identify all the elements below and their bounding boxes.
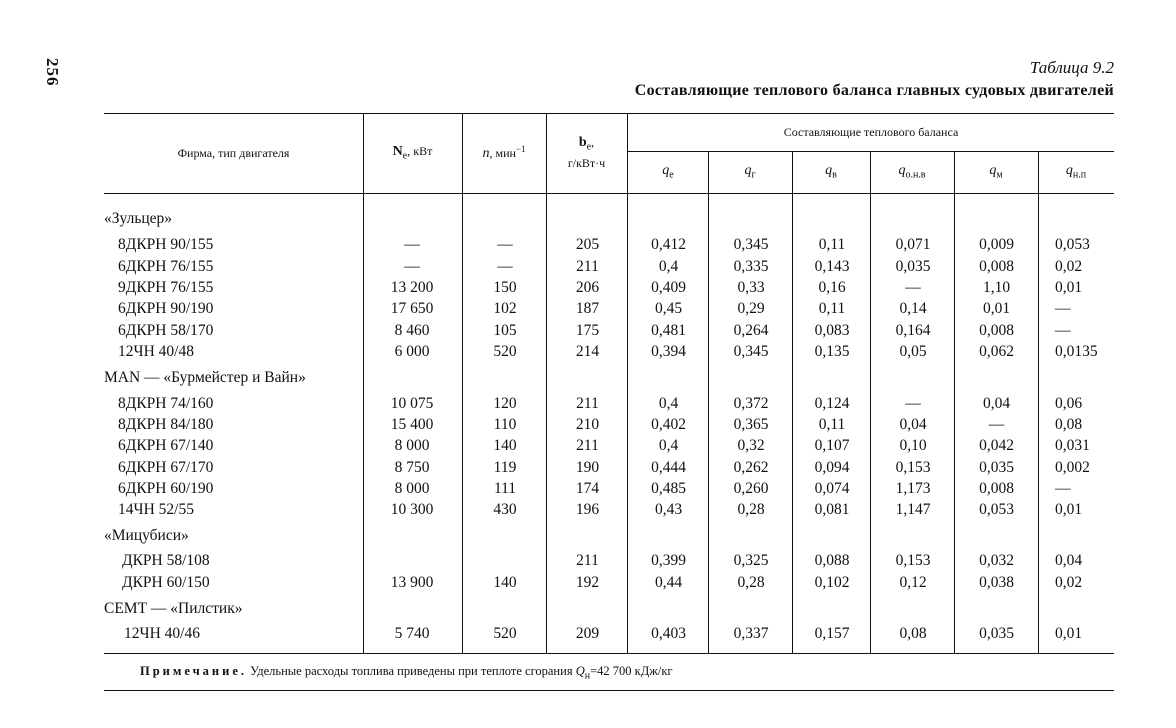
header-qg: $q_г$ [744, 163, 756, 181]
engine-type: 6ДКРН 76/155 [118, 258, 214, 275]
qo-cell: 0,071 [895, 236, 931, 253]
group-heading: MAN — «Бурмейстер и Вайн» [104, 369, 306, 386]
fuel-consumption-cell: 214 [575, 343, 600, 360]
engine-type: 8ДКРН 90/155 [118, 236, 214, 253]
rpm-cell: 110 [493, 416, 517, 433]
qn-cell: 0,04 [1055, 552, 1083, 569]
qn-cell: 0,02 [1055, 574, 1083, 591]
group-heading: «Мицубиси» [104, 527, 189, 544]
engine-type: 9ДКРН 76/155 [118, 279, 214, 296]
header-qm: $q_м$ [989, 163, 1003, 181]
qe-cell: 0,444 [651, 459, 686, 476]
qm-cell: 1,10 [982, 279, 1011, 296]
note-bottom-rule [104, 690, 1114, 691]
fuel-consumption-cell: 211 [576, 395, 599, 412]
table-row [0, 300, 1176, 321]
qo-cell: 1,147 [895, 501, 931, 518]
qo-cell: — [905, 279, 921, 296]
note-symbol: Q [575, 664, 585, 678]
qn-cell: — [1055, 322, 1071, 339]
qe-cell: 0,409 [651, 279, 686, 296]
qg-cell: 0,345 [733, 236, 769, 253]
fuel-consumption-cell: 187 [575, 300, 600, 317]
power-cell: 10 300 [390, 501, 434, 518]
rpm-cell: 520 [493, 625, 517, 642]
header-bottom-rule [104, 193, 1114, 194]
qm-cell: 0,01 [982, 300, 1011, 317]
qe-cell: 0,481 [651, 322, 686, 339]
fuel-consumption-cell: 211 [576, 437, 599, 454]
qv-cell: 0,11 [818, 300, 846, 317]
table-row [0, 552, 1176, 573]
power-cell: 8 750 [394, 459, 430, 476]
table-row [0, 416, 1176, 437]
qv-cell: 0,107 [814, 437, 850, 454]
engine-type: 8ДКРН 84/180 [118, 416, 214, 433]
qe-cell: 0,402 [651, 416, 686, 433]
power-cell: 8 000 [394, 437, 430, 454]
fuel-consumption-cell: 192 [575, 574, 600, 591]
qm-cell: 0,009 [979, 236, 1014, 253]
qv-cell: 0,083 [814, 322, 850, 339]
qe-cell: 0,403 [651, 625, 686, 642]
qn-cell: — [1055, 480, 1071, 497]
engine-type: ДКРН 60/150 [122, 574, 210, 591]
qe-cell: 0,485 [651, 480, 686, 497]
qg-cell: 0,260 [733, 480, 769, 497]
qm-cell: 0,008 [979, 322, 1014, 339]
header-group: Составляющие теплового баланса [783, 125, 959, 139]
qo-cell: 0,05 [899, 343, 927, 360]
rpm-cell: 119 [493, 459, 517, 476]
qn-cell: 0,01 [1055, 501, 1083, 518]
header-qn: $q_{н.п}$ [1065, 163, 1087, 181]
qm-cell: 0,042 [979, 437, 1014, 454]
qv-cell: 0,088 [814, 552, 850, 569]
table-row [0, 625, 1176, 646]
qo-cell: 0,153 [895, 459, 931, 476]
group-heading: «Зульцер» [104, 210, 173, 227]
fuel-consumption-cell: 209 [575, 625, 600, 642]
rpm-cell: — [497, 258, 513, 275]
qv-cell: 0,094 [814, 459, 850, 476]
rpm-cell: 140 [493, 574, 517, 591]
qe-cell: 0,412 [651, 236, 686, 253]
power-cell: 15 400 [390, 416, 434, 433]
qn-cell: 0,053 [1055, 236, 1090, 253]
qv-cell: 0,135 [814, 343, 850, 360]
qm-cell: 0,04 [982, 395, 1011, 412]
table-row [0, 322, 1176, 343]
qn-cell: 0,06 [1055, 395, 1083, 412]
qo-cell: 0,153 [895, 552, 931, 569]
qn-cell: 0,08 [1055, 416, 1083, 433]
qo-cell: 0,14 [899, 300, 927, 317]
qe-cell: 0,4 [658, 258, 679, 275]
rpm-cell: 111 [493, 480, 517, 497]
group-heading: СЕМТ — «Пилстик» [104, 600, 243, 617]
table-label: Таблица 9.2 [1029, 58, 1114, 77]
engine-type: ДКРН 58/108 [122, 552, 210, 569]
fuel-consumption-cell: 205 [575, 236, 600, 253]
qe-cell: 0,44 [654, 574, 683, 591]
qo-cell: 0,164 [895, 322, 931, 339]
qo-cell: 1,173 [895, 480, 931, 497]
qe-cell: 0,43 [654, 501, 683, 518]
power-cell: 8 460 [394, 322, 430, 339]
engine-type: 14ЧН 52/55 [118, 501, 194, 518]
rpm-cell: 150 [493, 279, 517, 296]
qo-cell: 0,08 [899, 625, 927, 642]
note-label: Примечание. [140, 664, 248, 678]
engine-type: 6ДКРН 67/170 [118, 459, 214, 476]
qv-cell: 0,124 [814, 395, 850, 412]
power-cell: 17 650 [390, 300, 434, 317]
qm-cell: 0,062 [979, 343, 1014, 360]
qe-cell: 0,394 [651, 343, 686, 360]
qm-cell: 0,035 [979, 459, 1014, 476]
qm-cell: 0,008 [979, 258, 1014, 275]
rpm-cell: — [497, 236, 513, 253]
engine-type: 6ДКРН 90/190 [118, 300, 214, 317]
qe-cell: 0,4 [658, 437, 679, 454]
qg-cell: 0,365 [733, 416, 769, 433]
engine-type: 8ДКРН 74/160 [118, 395, 214, 412]
table-row [0, 395, 1176, 416]
table-row [0, 574, 1176, 595]
qo-cell: 0,10 [899, 437, 927, 454]
header-qv: $q_в$ [825, 163, 837, 181]
header-qo: $q_{о.н.в}$ [898, 163, 926, 181]
qg-cell: 0,32 [737, 437, 765, 454]
engine-type: 12ЧН 40/46 [124, 625, 200, 642]
top-rule [104, 113, 1114, 114]
qo-cell: 0,035 [895, 258, 931, 275]
header-firm: Фирма, тип двигателя [177, 146, 290, 160]
table-note [140, 664, 673, 682]
header-be: $b_e$, г/кВт·ч [567, 135, 606, 171]
fuel-consumption-cell: 211 [576, 258, 599, 275]
table-row [0, 236, 1176, 257]
qg-cell: 0,264 [733, 322, 769, 339]
qn-cell: 0,01 [1055, 279, 1083, 296]
engine-type: 6ДКРН 60/190 [118, 480, 214, 497]
qv-cell: 0,081 [814, 501, 850, 518]
rpm-cell: 140 [493, 437, 517, 454]
power-cell: 13 200 [390, 279, 434, 296]
qv-cell: 0,102 [814, 574, 850, 591]
qo-cell: 0,12 [899, 574, 927, 591]
qe-cell: 0,399 [651, 552, 686, 569]
table-title: Составляющие теплового баланса главных судовых двигателей [634, 82, 1114, 99]
table-bottom-rule [104, 653, 1114, 654]
rpm-cell: 102 [493, 300, 517, 317]
power-cell: — [404, 236, 420, 253]
qg-cell: 0,372 [733, 395, 769, 412]
fuel-consumption-cell: 206 [575, 279, 600, 296]
fuel-consumption-cell: 175 [575, 322, 600, 339]
qm-cell: 0,032 [979, 552, 1014, 569]
power-cell: 8 000 [394, 480, 430, 497]
group-header-rule [628, 151, 1114, 152]
qg-cell: 0,28 [737, 501, 765, 518]
qv-cell: 0,157 [814, 625, 850, 642]
power-cell: 6 000 [394, 343, 430, 360]
qv-cell: 0,143 [814, 258, 850, 275]
qv-cell: 0,16 [818, 279, 846, 296]
qo-cell: 0,04 [899, 416, 927, 433]
qg-cell: 0,335 [733, 258, 769, 275]
fuel-consumption-cell: 190 [575, 459, 600, 476]
header-qe: $q_e$ [662, 163, 674, 181]
table-row [0, 279, 1176, 300]
table-row [0, 437, 1176, 458]
page-number: 256 [43, 58, 62, 87]
note-text: Удельные расходы топлива приведены при теплоте сгорания [250, 664, 573, 678]
fuel-consumption-cell: 174 [575, 480, 600, 497]
qm-cell: — [988, 416, 1005, 433]
qg-cell: 0,29 [737, 300, 765, 317]
fuel-consumption-cell: 196 [575, 501, 600, 518]
engine-type: 6ДКРН 67/140 [118, 437, 214, 454]
table-row [0, 480, 1176, 501]
qg-cell: 0,337 [733, 625, 769, 642]
qm-cell: 0,008 [979, 480, 1014, 497]
qm-cell: 0,038 [979, 574, 1014, 591]
rpm-cell: 120 [493, 395, 517, 412]
qe-cell: 0,4 [658, 395, 679, 412]
qe-cell: 0,45 [654, 300, 683, 317]
qm-cell: 0,053 [979, 501, 1014, 518]
qo-cell: — [905, 395, 921, 412]
fuel-consumption-cell: 211 [576, 552, 599, 569]
table-row [0, 459, 1176, 480]
qn-cell: 0,01 [1055, 625, 1083, 642]
qn-cell: 0,031 [1055, 437, 1090, 454]
engine-type: 12ЧН 40/48 [118, 343, 194, 360]
table-row [0, 501, 1176, 522]
qg-cell: 0,262 [733, 459, 769, 476]
table-row [0, 258, 1176, 279]
qm-cell: 0,035 [979, 625, 1014, 642]
power-cell: 13 900 [390, 574, 434, 591]
table-row [0, 343, 1176, 364]
rpm-cell: 430 [493, 501, 517, 518]
qg-cell: 0,325 [733, 552, 769, 569]
qg-cell: 0,28 [737, 574, 765, 591]
fuel-consumption-cell: 210 [575, 416, 600, 433]
qv-cell: 0,074 [814, 480, 850, 497]
note-subscript: н [584, 670, 591, 682]
qn-cell: — [1055, 300, 1071, 317]
engine-type: 6ДКРН 58/170 [118, 322, 214, 339]
rpm-cell: 105 [493, 322, 517, 339]
qn-cell: 0,02 [1055, 258, 1083, 275]
qn-cell: 0,0135 [1055, 343, 1098, 360]
qv-cell: 0,11 [818, 236, 846, 253]
qg-cell: 0,33 [737, 279, 765, 296]
power-cell: 10 075 [390, 395, 434, 412]
header-n: n, мин$^{-1}$ [482, 144, 526, 161]
note-value: =42 700 кДж/кг [590, 664, 673, 678]
rpm-cell: 520 [493, 343, 517, 360]
qv-cell: 0,11 [818, 416, 846, 433]
qg-cell: 0,345 [733, 343, 769, 360]
power-cell: — [404, 258, 420, 275]
power-cell: 5 740 [394, 625, 430, 642]
header-ne: $N_e$, кВт [392, 144, 433, 162]
qn-cell: 0,002 [1055, 459, 1090, 476]
